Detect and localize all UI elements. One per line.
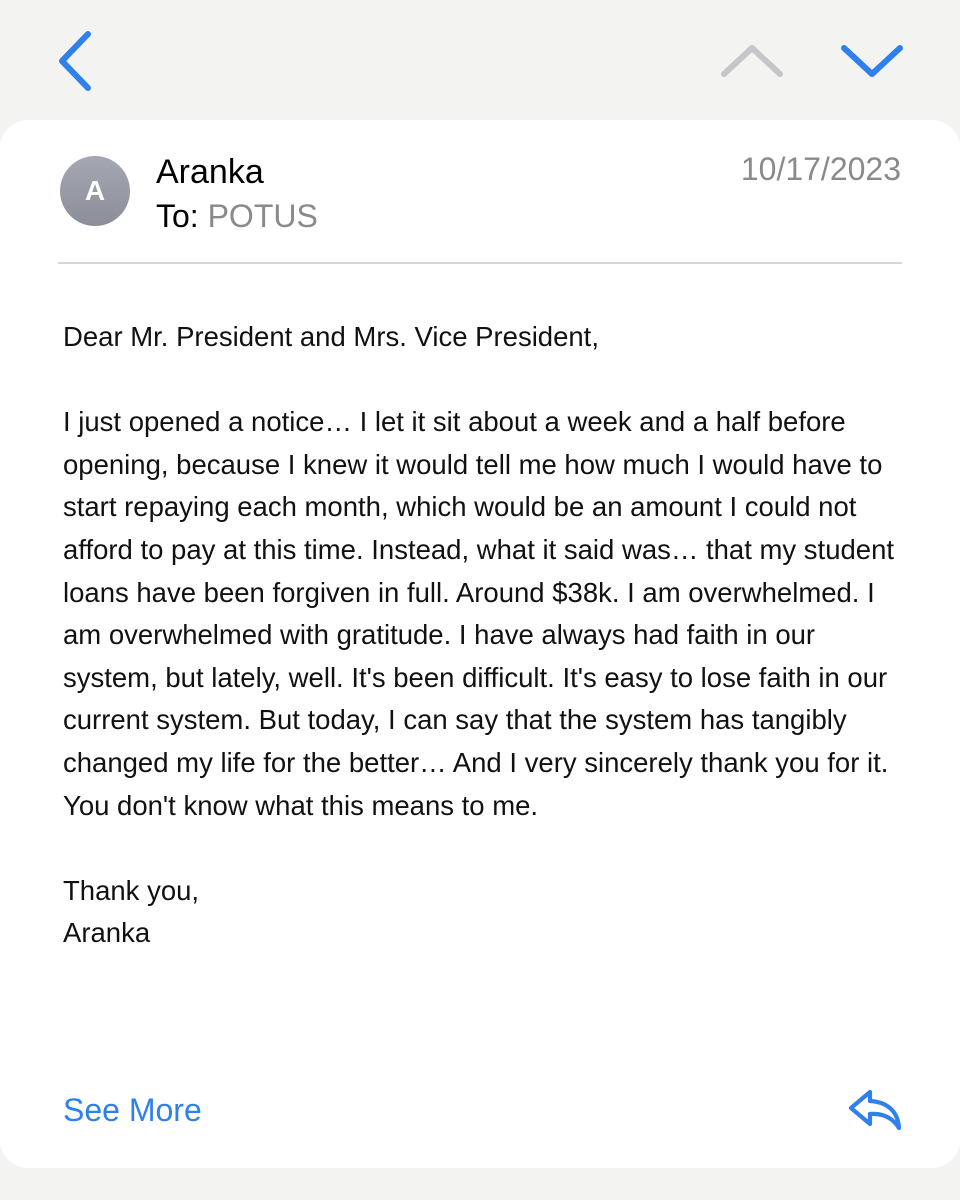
signature: Aranka [63,917,151,949]
back-button[interactable] [50,26,102,96]
recipient-line [156,196,318,236]
message-date: 10/17/2023 [740,151,901,187]
see-more-link[interactable]: See More [63,1092,202,1128]
chevron-down-icon [836,36,908,84]
reply-icon [846,1086,904,1134]
top-navigation-bar [0,0,960,120]
paragraph-gap [63,359,913,402]
message-body [63,316,913,955]
previous-message-button[interactable] [716,36,788,84]
closing: Thank you, [63,874,200,906]
header-divider [58,262,902,264]
greeting: Dear Mr. President and Mrs. Vice President, [63,321,599,352]
chevron-up-icon [716,36,788,84]
next-message-button[interactable] [836,36,908,84]
avatar[interactable]: A [60,156,130,226]
to-label: To: [156,198,199,234]
message-card [0,120,960,1168]
sender-name[interactable]: Aranka [156,153,264,191]
recipient-name[interactable]: POTUS [207,198,318,234]
reply-button[interactable] [846,1086,904,1134]
chevron-left-icon [50,26,102,96]
paragraph-gap [63,827,913,870]
body-paragraph: I just opened a notice… I let it sit about a week and a half before opening, because I knew it would tell me how much I would have to start repaying each month, which would be an amount I could not afford to pay at this time. Instead, what it said was… that my student loans have been forgiven in full. Around $38k. I am overwhelmed. I am overwhelmed with gratitude. I have always had faith in our system, but lately, well. It's been difficult. It's easy to lose faith in our current system. But today, I can say that the system has tangibly changed my life for the better… And I very sincerely thank you for it. You don't know what this means to me. [63,406,895,821]
